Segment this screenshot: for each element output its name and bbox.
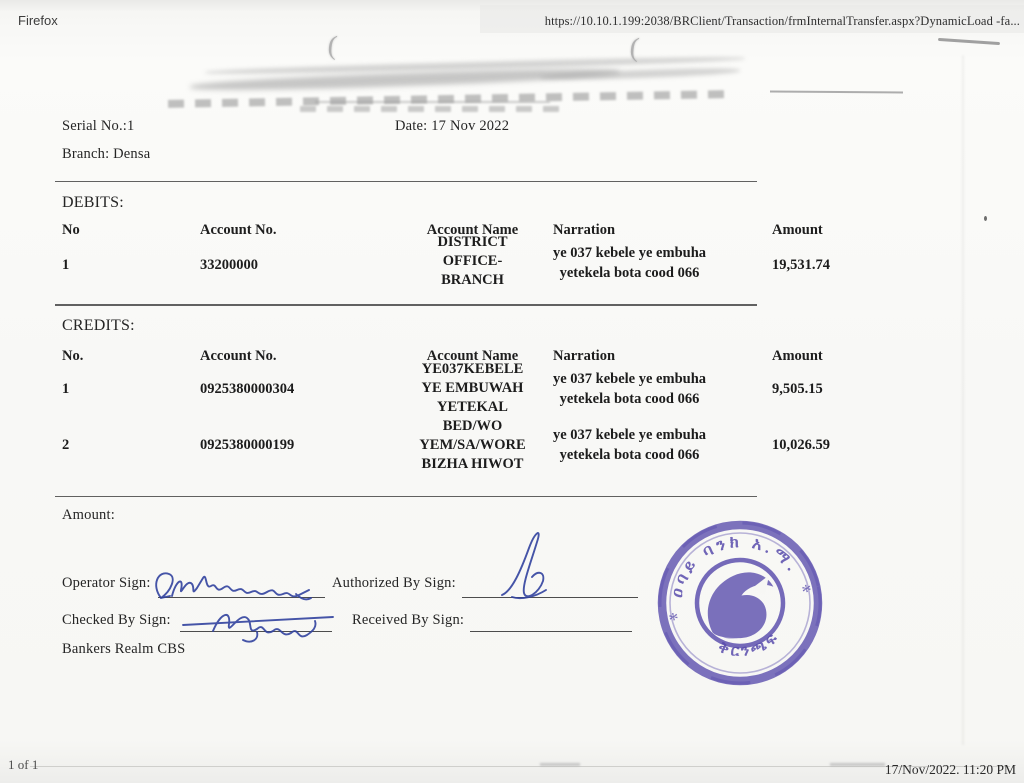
- stamp-star-left: *: [666, 608, 682, 632]
- print-header-browser-label: Firefox: [18, 13, 58, 28]
- footer-smudge-1: [540, 763, 580, 766]
- credit1-account-no: 0925380000304: [200, 381, 295, 397]
- debits-col-account-name: Account Name: [426, 222, 519, 238]
- credit2-no: 2: [62, 437, 70, 453]
- debit-account-no: 33200000: [200, 257, 258, 273]
- credits-col-no: No.: [62, 348, 84, 364]
- credit2-account-no: 0925380000199: [200, 437, 295, 453]
- credits-col-narration: Narration: [553, 348, 616, 364]
- branch-stamp: [627, 490, 852, 715]
- credit1-account-name: YE037KEBELE YE EMBUWAH YETEKAL: [421, 361, 524, 415]
- debit-account-name: DISTRICT OFFICE- BRANCH: [437, 234, 508, 288]
- received-sign-label: Received By Sign:: [352, 612, 465, 628]
- stamp-bottom-text: ቅርንጫፍ: [716, 628, 783, 661]
- debits-col-account-no: Account No.: [200, 222, 277, 238]
- document-date: Date: 17 Nov 2022: [395, 118, 510, 134]
- amount-label: Amount:: [62, 507, 115, 523]
- credits-col-amount: Amount: [772, 348, 823, 364]
- credit1-amount: 9,505.15: [772, 381, 823, 397]
- checked-sign-label: Checked By Sign:: [62, 612, 171, 628]
- print-timestamp: 17/Nov/2022. 11:20 PM: [884, 762, 1016, 777]
- system-name: Bankers Realm CBS: [62, 641, 186, 657]
- credit2-amount: 10,026.59: [772, 437, 830, 453]
- debits-col-no: No: [62, 222, 80, 238]
- credit2-narration: ye 037 kebele ye embuha yetekela bota cood 066: [552, 427, 707, 463]
- credit2-account-name: BED/WO YEM/SA/WORE BIZHA HIWOT: [419, 418, 526, 472]
- debits-title: DEBITS:: [62, 194, 124, 211]
- branch-name: Branch: Densa: [62, 146, 151, 162]
- debit-no: 1: [62, 257, 70, 273]
- debit-narration: ye 037 kebele ye embuha yetekela bota cood 066: [552, 245, 707, 281]
- authorized-signature: [502, 533, 546, 598]
- operator-signature: [156, 573, 311, 599]
- credits-title: CREDITS:: [62, 317, 135, 334]
- credits-col-account-name: Account Name: [426, 348, 519, 364]
- paper-curl-mark-left: (: [326, 29, 339, 61]
- page-indicator: 1 of 1: [8, 757, 39, 772]
- credit1-narration: ye 037 kebele ye embuha yetekela bota cood 066: [552, 371, 707, 407]
- stamp-star-right: *: [799, 579, 815, 604]
- operator-sign-label: Operator Sign:: [62, 575, 151, 591]
- authorized-sign-label: Authorized By Sign:: [332, 575, 456, 591]
- credits-col-account-no: Account No.: [200, 348, 277, 364]
- debit-amount: 19,531.74: [772, 257, 830, 273]
- debits-col-amount: Amount: [772, 222, 823, 238]
- paper-curl-mark-right: (: [628, 31, 641, 63]
- checked-signature: [183, 615, 333, 642]
- serial-number: Serial No.:1: [62, 118, 135, 134]
- credit1-no: 1: [62, 381, 70, 397]
- debits-col-narration: Narration: [553, 222, 616, 238]
- print-header-url: https://10.10.1.199:2038/BRClient/Transaction/frmInternalTransfer.aspx?DynamicLoad -fa...: [544, 14, 1020, 28]
- stamp-top-text: ዐባይ ባንክ አ.ማ.: [666, 531, 804, 600]
